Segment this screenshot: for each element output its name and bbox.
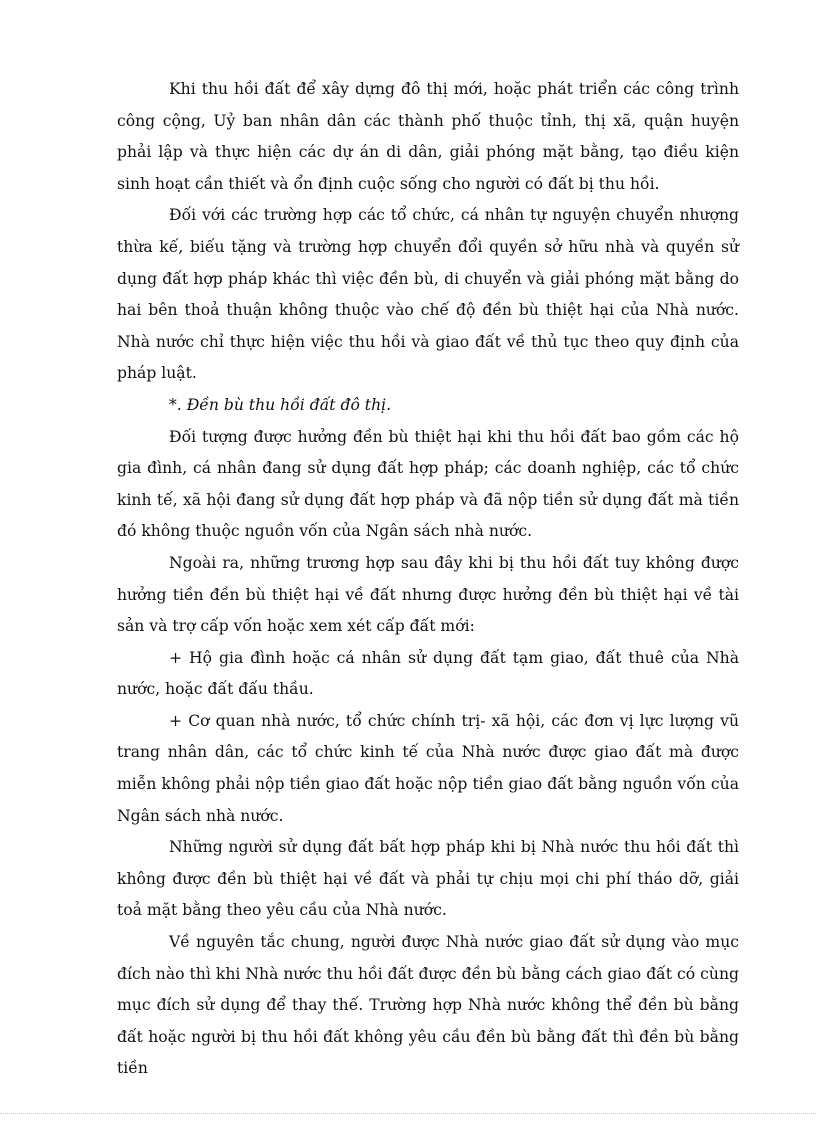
list-item-state-agencies: + Cơ quan nhà nước, tổ chức chính trị- xã hội, các đơn vị lực lượng vũ trang nhân dân, các tổ chức kinh tế của Nhà nước được giao đất mà được miễn không phải nộp tiền giao đất hoặc nộp tiền giao đất bằng nguồn vốn của Ngân sách nhà nước.	[117, 711, 739, 825]
paragraph-voluntary-transfer: Đối với các trường hợp các tổ chức, cá nhân tự nguyện chuyển nhượng thừa kế, biếu tặng và trường hợp chuyển đổi quyền sở hữu nhà và quyền sử dụng đất hợp pháp khác thì việc đền bù, di chuyển và giải phóng mặt bằng do hai bên thoả thuận không thuộc vào chế độ đền bù thiệt hại của Nhà nước. Nhà nước chỉ thực hiện việc thu hồi và giao đất về thủ tục theo quy định của pháp luật.	[117, 206, 739, 383]
document-body	[117, 74, 739, 1085]
paragraph-other-cases: Ngoài ra, những trương hợp sau đây khi bị thu hồi đất tuy không được hưởng tiền đền bù thiệt hại về đất nhưng được hưởng đền bù thiệt hại về tài sản và trợ cấp vốn hoặc xem xét cấp đất mới:	[117, 553, 739, 636]
paragraph-eligible-subjects: Đối tượng được hưởng đền bù thiệt hại khi thu hồi đất bao gồm các hộ gia đình, cá nhân đang sử dụng đất hợp pháp; các doanh nghiệp, các tổ chức kinh tế, xã hội đang sử dụng đất hợp pháp và đã nộp tiền sử dụng đất mà tiền đó không thuộc nguồn vốn của Ngân sách nhà nước.	[117, 427, 739, 541]
paragraph-illegal-users: Những người sử dụng đất bất hợp pháp khi bị Nhà nước thu hồi đất thì không được đền bù thiệt hại về đất và phải tự chịu mọi chi phí tháo dỡ, giải toả mặt bằng theo yêu cầu của Nhà nước.	[117, 838, 739, 920]
list-item-temporary-land: + Hộ gia đình hoặc cá nhân sử dụng đất tạm giao, đất thuê của Nhà nước, hoặc đất đấu thầu.	[117, 648, 739, 699]
paragraph-land-recovery-urban: Khi thu hồi đất để xây dựng đô thị mới, hoặc phát triển các công trình công cộng, Uỷ ban nhân dân các thành phố thuộc tỉnh, thị xã, quận huyện phải lập và thực hiện các dự án di dân, giải phóng mặt bằng, tạo điều kiện sinh hoạt cần thiết và ổn định cuộc sống cho người có đất bị thu hồi.	[117, 80, 739, 193]
paragraph-general-principle: Về nguyên tắc chung, người được Nhà nước giao đất sử dụng vào mục đích nào thì khi Nhà nước thu hồi đất được đền bù bằng cách giao đất có cùng mục đích sử dụng để thay thế. Trường hợp Nhà nước không thể đền bù bằng đất hoặc người bị thu hồi đất không yêu cầu đền bù bằng đất thì đền bù bằng tiền	[117, 933, 739, 1078]
section-heading-urban-compensation: *. Đền bù thu hồi đất đô thị.	[169, 395, 392, 414]
page-bottom-divider	[0, 1113, 816, 1114]
